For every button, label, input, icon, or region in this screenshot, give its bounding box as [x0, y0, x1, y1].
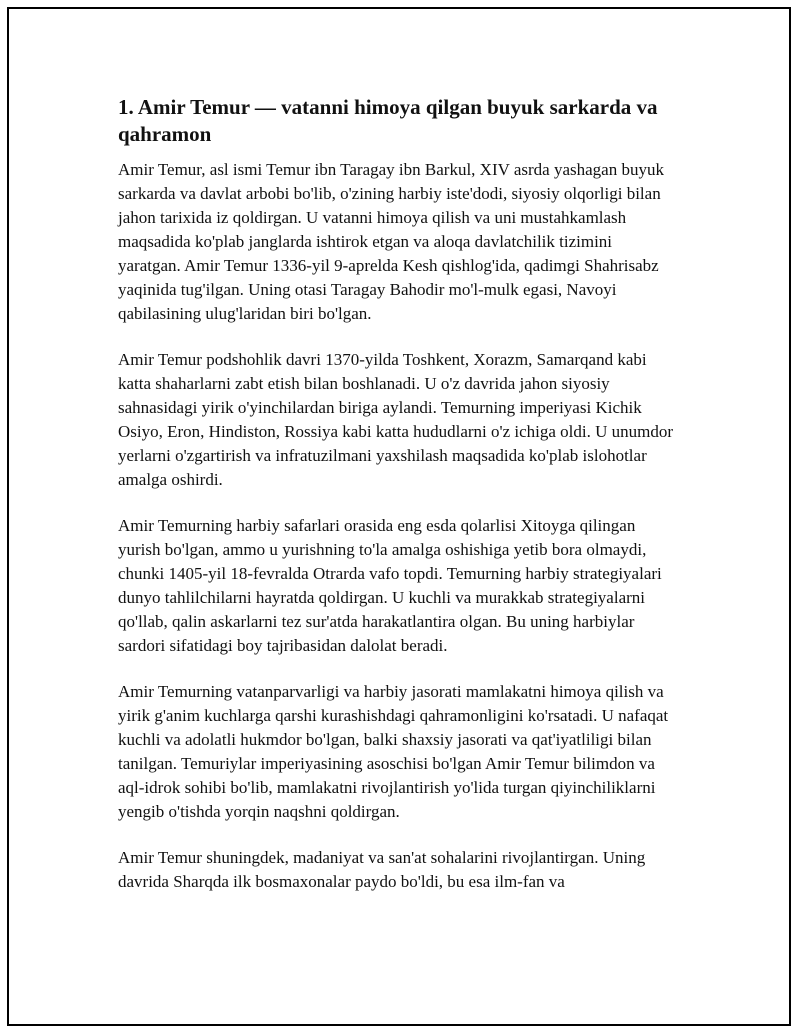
paragraph-4: Amir Temurning vatanparvarligi va harbiy jasorati mamlakatni himoya qilish va yirik g'anim kuchlarga qarshi kurashishdagi qahramonligini ko'rsatadi. U nafaqat kuchli va adolatli hukmdor bo'lgan, balki shaxsiy jasorati va qat'iyatliligi bilan tanilgan. Temuriylar imperiyasining asoschisi bo'lgan Amir Temur bilimdon va aql-idrok sohibi bo'lib, mamlakatni rivojlantirish yo'lida turgan qiyinchiliklarni yengib o'tishda yorqin naqshni qoldirgan. [118, 682, 669, 821]
paragraph-2: Amir Temur podshohlik davri 1370-yilda Toshkent, Xorazm, Samarqand kabi katta shaharlarni zabt etish bilan boshlanadi. U o'z davrida jahon siyosiy sahnasidagi yirik o'yinchilardan biriga aylandi. Temurning imperiyasi Kichik Osiyo, Eron, Hindiston, Rossiya kabi katta hududlarni o'z ichiga oldi. U unumdor yerlarni o'zgartirish va infratuzilmani yaxshilash maqsadida ko'plab islohotlar amalga oshirdi. [118, 350, 674, 489]
paragraph-1: Amir Temur, asl ismi Temur ibn Taragay ibn Barkul, XIV asrda yashagan buyuk sarkarda va davlat arbobi bo'lib, o'zining harbiy iste'dodi, siyosiy olqorligi bilan jahon tarixida iz qoldirgan. U vatanni himoya qilish va uni mustahkamlash maqsadida ko'plab janglarda ishtirok etgan va aloqa davlatchilik tizimini yaratgan. Amir Temur 1336-yil 9-aprelda Kesh qishlog'ida, qadimgi Shahrisabz yaqinida tug'ilgan. Uning otasi Taragay Bahodir mo'l-mulk egasi, Navoyi qabilasining ulug'laridan biri bo'lgan. [118, 160, 664, 323]
document-body [118, 94, 678, 916]
document-heading: 1. Amir Temur — vatanni himoya qilgan buyuk sarkarda va qahramon [118, 95, 658, 146]
paragraph-3: Amir Temurning harbiy safarlari orasida eng esda qolarlisi Xitoyga qilingan yurish bo'lgan, ammo u yurishning to'la amalga oshishiga yetib bora olmaydi, chunki 1405-yil 18-fevralda Otrarda vafo topdi. Temurning harbiy strategiyalari dunyo tahlilchilarni hayratda qoldirgan. U kuchli va murakkab strategiyalarni qo'llab, qalin askarlarni tez sur'atda harakatlantira olgan. Bu uning harbiylar sardori sifatidagi boy tajribasidan dalolat beradi. [118, 516, 662, 655]
paragraph-5: Amir Temur shuningdek, madaniyat va san'at sohalarini rivojlantirgan. Uning davrida Sharqda ilk bosmaxonalar paydo bo'ldi, bu esa ilm-fan va [118, 848, 646, 891]
